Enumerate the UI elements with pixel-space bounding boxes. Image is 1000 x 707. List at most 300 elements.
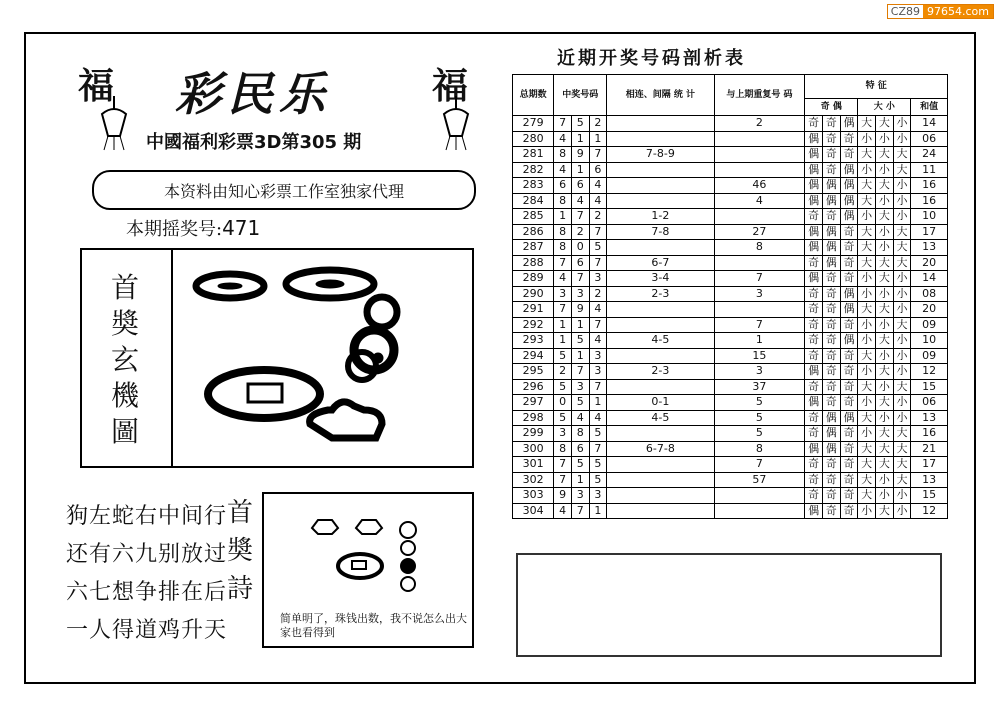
table-cell: 296 [513,379,554,395]
table-cell: 小 [893,364,911,380]
table-cell: 9 [554,488,572,504]
table-cell: 小 [858,364,876,380]
table-cell: 7 [589,224,607,240]
table-row [513,240,948,256]
table-cell: 06 [911,395,948,411]
col-number: 中奖号码 [554,75,607,116]
table-cell: 奇 [840,364,858,380]
table-cell: 大 [858,348,876,364]
table-cell: 5 [589,457,607,473]
table-cell: 17 [911,457,948,473]
table-cell: 大 [875,116,893,132]
table-cell: 292 [513,317,554,333]
table-cell [607,348,714,364]
table-cell: 偶 [805,503,823,519]
table-cell: 偶 [840,209,858,225]
table-cell: 08 [911,286,948,302]
table-row [513,441,948,457]
table-cell: 小 [858,209,876,225]
table-cell: 奇 [805,116,823,132]
table-cell: 12 [911,364,948,380]
table-cell: 小 [875,379,893,395]
table-cell: 5 [571,333,589,349]
lantern-left-icon [84,96,144,152]
table-cell: 奇 [840,503,858,519]
table-cell: 奇 [822,457,840,473]
puzzle-vertical-title: 首奬玄機圖 [110,271,139,448]
table-cell: 303 [513,488,554,504]
table-cell: 15 [714,348,805,364]
table-cell: 17 [911,224,948,240]
table-cell: 286 [513,224,554,240]
issue-subtitle: 中國福利彩票3D第305 期 [146,132,362,153]
table-cell: 2 [589,209,607,225]
draw-number-line [126,215,260,241]
table-cell: 5 [714,410,805,426]
table-cell [714,302,805,318]
table-cell: 大 [858,255,876,271]
table-cell [607,162,714,178]
table-cell [607,116,714,132]
table-cell: 298 [513,410,554,426]
table-cell [607,240,714,256]
table-cell: 3 [714,286,805,302]
table-cell: 0-1 [607,395,714,411]
table-cell: 8 [714,240,805,256]
table-row [513,302,948,318]
table-cell: 大 [858,410,876,426]
table-cell [714,131,805,147]
table-cell: 偶 [805,224,823,240]
table-row [513,395,948,411]
table-cell: 3 [714,364,805,380]
table-cell: 4-5 [607,410,714,426]
table-title: 近期开奖号码剖析表 [557,48,746,69]
table-cell: 7 [589,317,607,333]
table-cell: 小 [858,503,876,519]
table-cell: 大 [858,472,876,488]
table-cell: 7 [589,441,607,457]
table-cell: 7 [589,379,607,395]
table-cell: 奇 [840,457,858,473]
table-cell [607,193,714,209]
col-oddeven: 奇 偶 [805,98,858,115]
table-cell: 1 [571,317,589,333]
table-cell: 奇 [822,472,840,488]
table-cell: 6 [554,178,572,194]
table-cell: 奇 [805,457,823,473]
table-cell: 奇 [805,317,823,333]
table-cell: 1 [589,503,607,519]
table-cell: 0 [571,240,589,256]
poem-vertical-title: 首奬詩 [226,498,253,604]
table-cell: 13 [911,240,948,256]
table-cell: 奇 [805,302,823,318]
table-cell: 297 [513,395,554,411]
table-cell: 奇 [822,348,840,364]
table-cell: 奇 [840,271,858,287]
table-cell: 7 [571,364,589,380]
table-cell: 奇 [840,317,858,333]
table-cell [714,488,805,504]
table-cell: 奇 [840,147,858,163]
table-cell [607,503,714,519]
table-cell: 2 [571,224,589,240]
table-cell: 4 [554,131,572,147]
page-title: 彩民乐 [175,67,331,121]
table-cell: 7 [714,271,805,287]
table-cell: 小 [875,162,893,178]
table-cell: 283 [513,178,554,194]
table-row [513,333,948,349]
table-cell: 5 [714,426,805,442]
table-cell: 14 [911,271,948,287]
table-cell: 大 [875,209,893,225]
table-cell: 大 [893,255,911,271]
table-row [513,271,948,287]
table-cell: 大 [875,426,893,442]
table-cell [607,178,714,194]
table-cell [607,317,714,333]
table-cell: 2 [554,364,572,380]
table-cell: 7 [571,503,589,519]
coins-ingot-illustration [182,260,472,465]
table-cell: 15 [911,488,948,504]
table-row [513,286,948,302]
col-period: 总期数 [513,75,554,116]
table-cell: 06 [911,131,948,147]
table-cell: 4 [589,302,607,318]
table-cell: 大 [858,147,876,163]
table-cell: 3 [589,271,607,287]
table-cell: 奇 [840,441,858,457]
table-cell: 小 [858,317,876,333]
table-cell: 2 [589,116,607,132]
table-cell: 小 [893,302,911,318]
table-cell [714,255,805,271]
table-cell: 大 [858,441,876,457]
table-cell: 小 [875,131,893,147]
table-cell: 偶 [840,178,858,194]
table-cell: 奇 [840,348,858,364]
table-cell: 小 [858,286,876,302]
table-cell: 09 [911,317,948,333]
table-cell: 4 [589,193,607,209]
col-size: 大 小 [858,98,911,115]
table-cell: 7 [554,302,572,318]
table-cell: 7 [571,271,589,287]
table-cell: 偶 [822,255,840,271]
table-cell: 偶 [822,240,840,256]
table-cell: 2 [714,116,805,132]
table-cell: 301 [513,457,554,473]
table-cell: 大 [875,457,893,473]
table-cell: 13 [911,472,948,488]
table-cell: 小 [893,348,911,364]
table-cell: 奇 [840,426,858,442]
table-cell: 2-3 [607,286,714,302]
table-cell: 291 [513,302,554,318]
table-cell: 奇 [822,162,840,178]
table-cell: 奇 [840,379,858,395]
table-cell: 13 [911,410,948,426]
table-cell: 300 [513,441,554,457]
table-cell: 大 [875,503,893,519]
table-cell [607,426,714,442]
table-row [513,178,948,194]
table-cell: 偶 [840,286,858,302]
table-cell: 大 [858,193,876,209]
table-cell: 偶 [840,193,858,209]
table-cell: 6-7-8 [607,441,714,457]
table-cell: 奇 [805,488,823,504]
table-cell: 16 [911,178,948,194]
table-cell: 奇 [805,426,823,442]
draw-number: 471 [222,216,261,240]
table-cell: 3 [554,286,572,302]
table-cell [714,147,805,163]
table-cell: 294 [513,348,554,364]
table-cell: 295 [513,364,554,380]
table-row [513,116,948,132]
table-cell: 7 [714,457,805,473]
table-row [513,503,948,519]
table-cell: 2 [589,286,607,302]
table-row [513,317,948,333]
table-cell: 大 [858,302,876,318]
table-cell: 285 [513,209,554,225]
table-cell: 3 [554,426,572,442]
table-cell: 287 [513,240,554,256]
table-cell: 大 [893,426,911,442]
table-cell: 奇 [822,333,840,349]
table-cell: 偶 [805,441,823,457]
table-cell: 9 [571,147,589,163]
table-cell: 8 [554,240,572,256]
table-cell: 5 [571,395,589,411]
table-cell [607,457,714,473]
table-cell: 奇 [840,131,858,147]
table-cell: 大 [893,317,911,333]
table-cell: 偶 [822,426,840,442]
results-table [512,74,948,519]
table-cell: 偶 [822,193,840,209]
table-cell: 3 [589,488,607,504]
table-cell: 1 [554,317,572,333]
table-cell: 大 [893,147,911,163]
table-cell: 大 [893,379,911,395]
table-cell: 奇 [805,333,823,349]
table-cell: 0 [554,395,572,411]
table-cell: 4 [554,271,572,287]
table-cell: 290 [513,286,554,302]
poem-line: 六七想争排在后 [66,580,228,605]
table-cell: 1 [571,131,589,147]
table-cell: 奇 [822,286,840,302]
table-cell: 奇 [822,131,840,147]
table-cell: 3 [571,286,589,302]
coin-sketch-illustration [304,508,424,608]
table-cell: 偶 [805,131,823,147]
table-cell: 小 [875,193,893,209]
fu-right: 福 [432,65,469,107]
table-cell: 37 [714,379,805,395]
table-row [513,348,948,364]
table-cell: 小 [893,178,911,194]
table-cell: 10 [911,333,948,349]
table-cell: 6-7 [607,255,714,271]
table-cell: 大 [893,457,911,473]
table-cell: 4 [571,410,589,426]
table-cell: 293 [513,333,554,349]
table-cell: 偶 [822,178,840,194]
table-cell: 小 [893,271,911,287]
table-cell: 299 [513,426,554,442]
table-cell: 7 [554,472,572,488]
table-cell: 大 [858,224,876,240]
table-cell: 奇 [822,116,840,132]
table-row [513,193,948,209]
table-cell: 偶 [805,178,823,194]
table-cell: 奇 [840,488,858,504]
table-cell [607,488,714,504]
table-cell [607,131,714,147]
table-cell: 4 [589,410,607,426]
table-cell: 281 [513,147,554,163]
table-row [513,162,948,178]
table-cell: 小 [893,193,911,209]
table-cell: 奇 [805,286,823,302]
table-cell: 3 [589,364,607,380]
table-cell: 8 [714,441,805,457]
table-cell: 4 [554,503,572,519]
poem-line: 狗左蛇右中间行 [66,504,228,529]
table-cell: 大 [875,147,893,163]
table-row [513,364,948,380]
table-cell: 奇 [840,240,858,256]
table-cell: 奇 [805,348,823,364]
table-cell: 304 [513,503,554,519]
table-cell: 1 [554,333,572,349]
poem-line: 还有六九别放过 [66,542,228,567]
table-row [513,410,948,426]
table-cell: 奇 [822,379,840,395]
table-cell: 5 [554,410,572,426]
table-cell: 小 [858,162,876,178]
table-cell: 大 [893,240,911,256]
table-cell: 奇 [840,224,858,240]
table-cell: 偶 [805,193,823,209]
table-cell [607,379,714,395]
fu-left: 福 [78,65,115,107]
table-cell: 偶 [805,271,823,287]
table-cell [607,302,714,318]
table-cell: 279 [513,116,554,132]
table-cell: 奇 [822,488,840,504]
table-cell: 24 [911,147,948,163]
poem-line: 一人得道鸡升天 [66,618,228,643]
table-cell: 7 [554,116,572,132]
table-cell: 20 [911,302,948,318]
table-cell: 5 [589,240,607,256]
col-sum: 和值 [911,98,948,115]
table-cell: 奇 [840,472,858,488]
sketch-caption: 简单明了，珠钱出数，我不说怎么出大家也看得到 [280,612,467,639]
table-cell: 280 [513,131,554,147]
table-cell: 14 [911,116,948,132]
table-cell: 偶 [822,224,840,240]
table-cell: 大 [893,162,911,178]
table-cell: 大 [875,333,893,349]
table-cell: 7 [589,147,607,163]
table-cell: 1 [589,131,607,147]
table-cell: 偶 [805,364,823,380]
table-row [513,488,948,504]
prize-poem [66,498,227,650]
table-cell: 小 [893,488,911,504]
table-row [513,147,948,163]
table-cell: 6 [589,162,607,178]
empty-notes-box [516,553,942,657]
table-cell: 大 [893,224,911,240]
table-cell: 小 [875,472,893,488]
table-cell: 小 [893,395,911,411]
table-cell: 9 [571,302,589,318]
table-cell: 3-4 [607,271,714,287]
table-cell: 4 [589,178,607,194]
table-cell: 1-2 [607,209,714,225]
table-cell: 小 [858,131,876,147]
col-repeat: 与上期重复号 码 [714,75,805,116]
table-cell: 小 [875,286,893,302]
table-cell: 奇 [805,410,823,426]
table-row [513,131,948,147]
table-cell: 奇 [805,255,823,271]
watermark: CZ89 97654.com [887,4,994,19]
table-cell: 偶 [805,147,823,163]
table-cell: 1 [571,162,589,178]
table-row [513,457,948,473]
table-cell: 小 [893,131,911,147]
table-cell: 小 [893,116,911,132]
table-cell: 大 [875,178,893,194]
table-cell: 5 [554,348,572,364]
table-cell: 偶 [840,333,858,349]
table-cell: 5 [589,472,607,488]
table-cell: 4 [571,193,589,209]
table-cell: 偶 [805,162,823,178]
table-cell: 大 [893,472,911,488]
table-cell: 4 [589,333,607,349]
table-cell: 4 [554,162,572,178]
table-row [513,472,948,488]
table-cell: 288 [513,255,554,271]
table-cell: 1 [571,472,589,488]
table-row [513,209,948,225]
agency-notice: 本资料由知心彩票工作室独家代理 [92,170,476,210]
table-cell: 5 [589,426,607,442]
table-cell: 2-3 [607,364,714,380]
table-cell: 大 [875,364,893,380]
table-cell: 10 [911,209,948,225]
table-cell: 奇 [840,395,858,411]
table-cell: 3 [589,348,607,364]
table-cell: 5 [571,116,589,132]
table-cell: 5 [554,379,572,395]
table-cell: 偶 [805,240,823,256]
table-cell: 7 [571,209,589,225]
table-cell: 1 [554,209,572,225]
